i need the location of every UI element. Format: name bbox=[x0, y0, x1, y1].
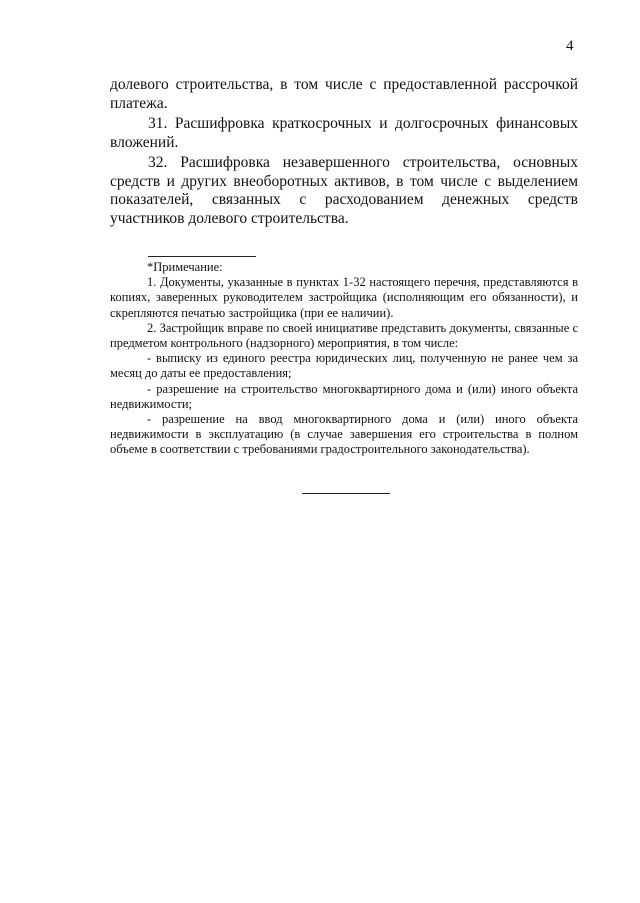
footnote-bullet-commissioning-permit: - разрешение на ввод многоквартирного дома и (или) иного объекта недвижимости в эксплуатацию (в случае завершения его строительства в полном объеме в соответствии с требованиями градостроительного законодательства). bbox=[110, 412, 578, 457]
footnote-bullet-registry-extract: - выписку из единого реестра юридических лиц, полученную не ранее чем за месяц до даты ее предоставления; bbox=[110, 351, 578, 381]
page-number: 4 bbox=[566, 38, 574, 54]
footnote-separator-line bbox=[148, 256, 256, 257]
end-of-document-line bbox=[302, 493, 390, 494]
footnote-note-2: 2. Застройщик вправе по своей инициативе представить документы, связанные с предметом контрольного (надзорного) мероприятия, в том числе: bbox=[110, 320, 578, 351]
footnote-bullet-construction-permit: - разрешение на строительство многоквартирного дома и (или) иного объекта недвижимости; bbox=[110, 381, 578, 411]
footnote-note-1: 1. Документы, указанные в пунктах 1-32 настоящего перечня, представляются в копиях, заверенных руководителем застройщика (исполняющим его обязанности), и скрепляются печатью застройщика (при ее наличии). bbox=[110, 275, 578, 320]
document-body bbox=[110, 76, 578, 230]
list-item-31: 31. Расшифровка краткосрочных и долгосрочных финансовых вложений. bbox=[110, 115, 578, 151]
footnote-section bbox=[110, 260, 578, 458]
footnote-heading: *Примечание: bbox=[147, 260, 223, 274]
paragraph-continuation: долевого строительства, в том числе с предоставленной рассрочкой платежа. bbox=[110, 76, 578, 112]
list-item-32: 32. Расшифровка незавершенного строительства, основных средств и других внеоборотных активов, в том числе с выделением показателей, связанных с расходованием денежных средств участников долевого строительства. bbox=[110, 154, 578, 227]
